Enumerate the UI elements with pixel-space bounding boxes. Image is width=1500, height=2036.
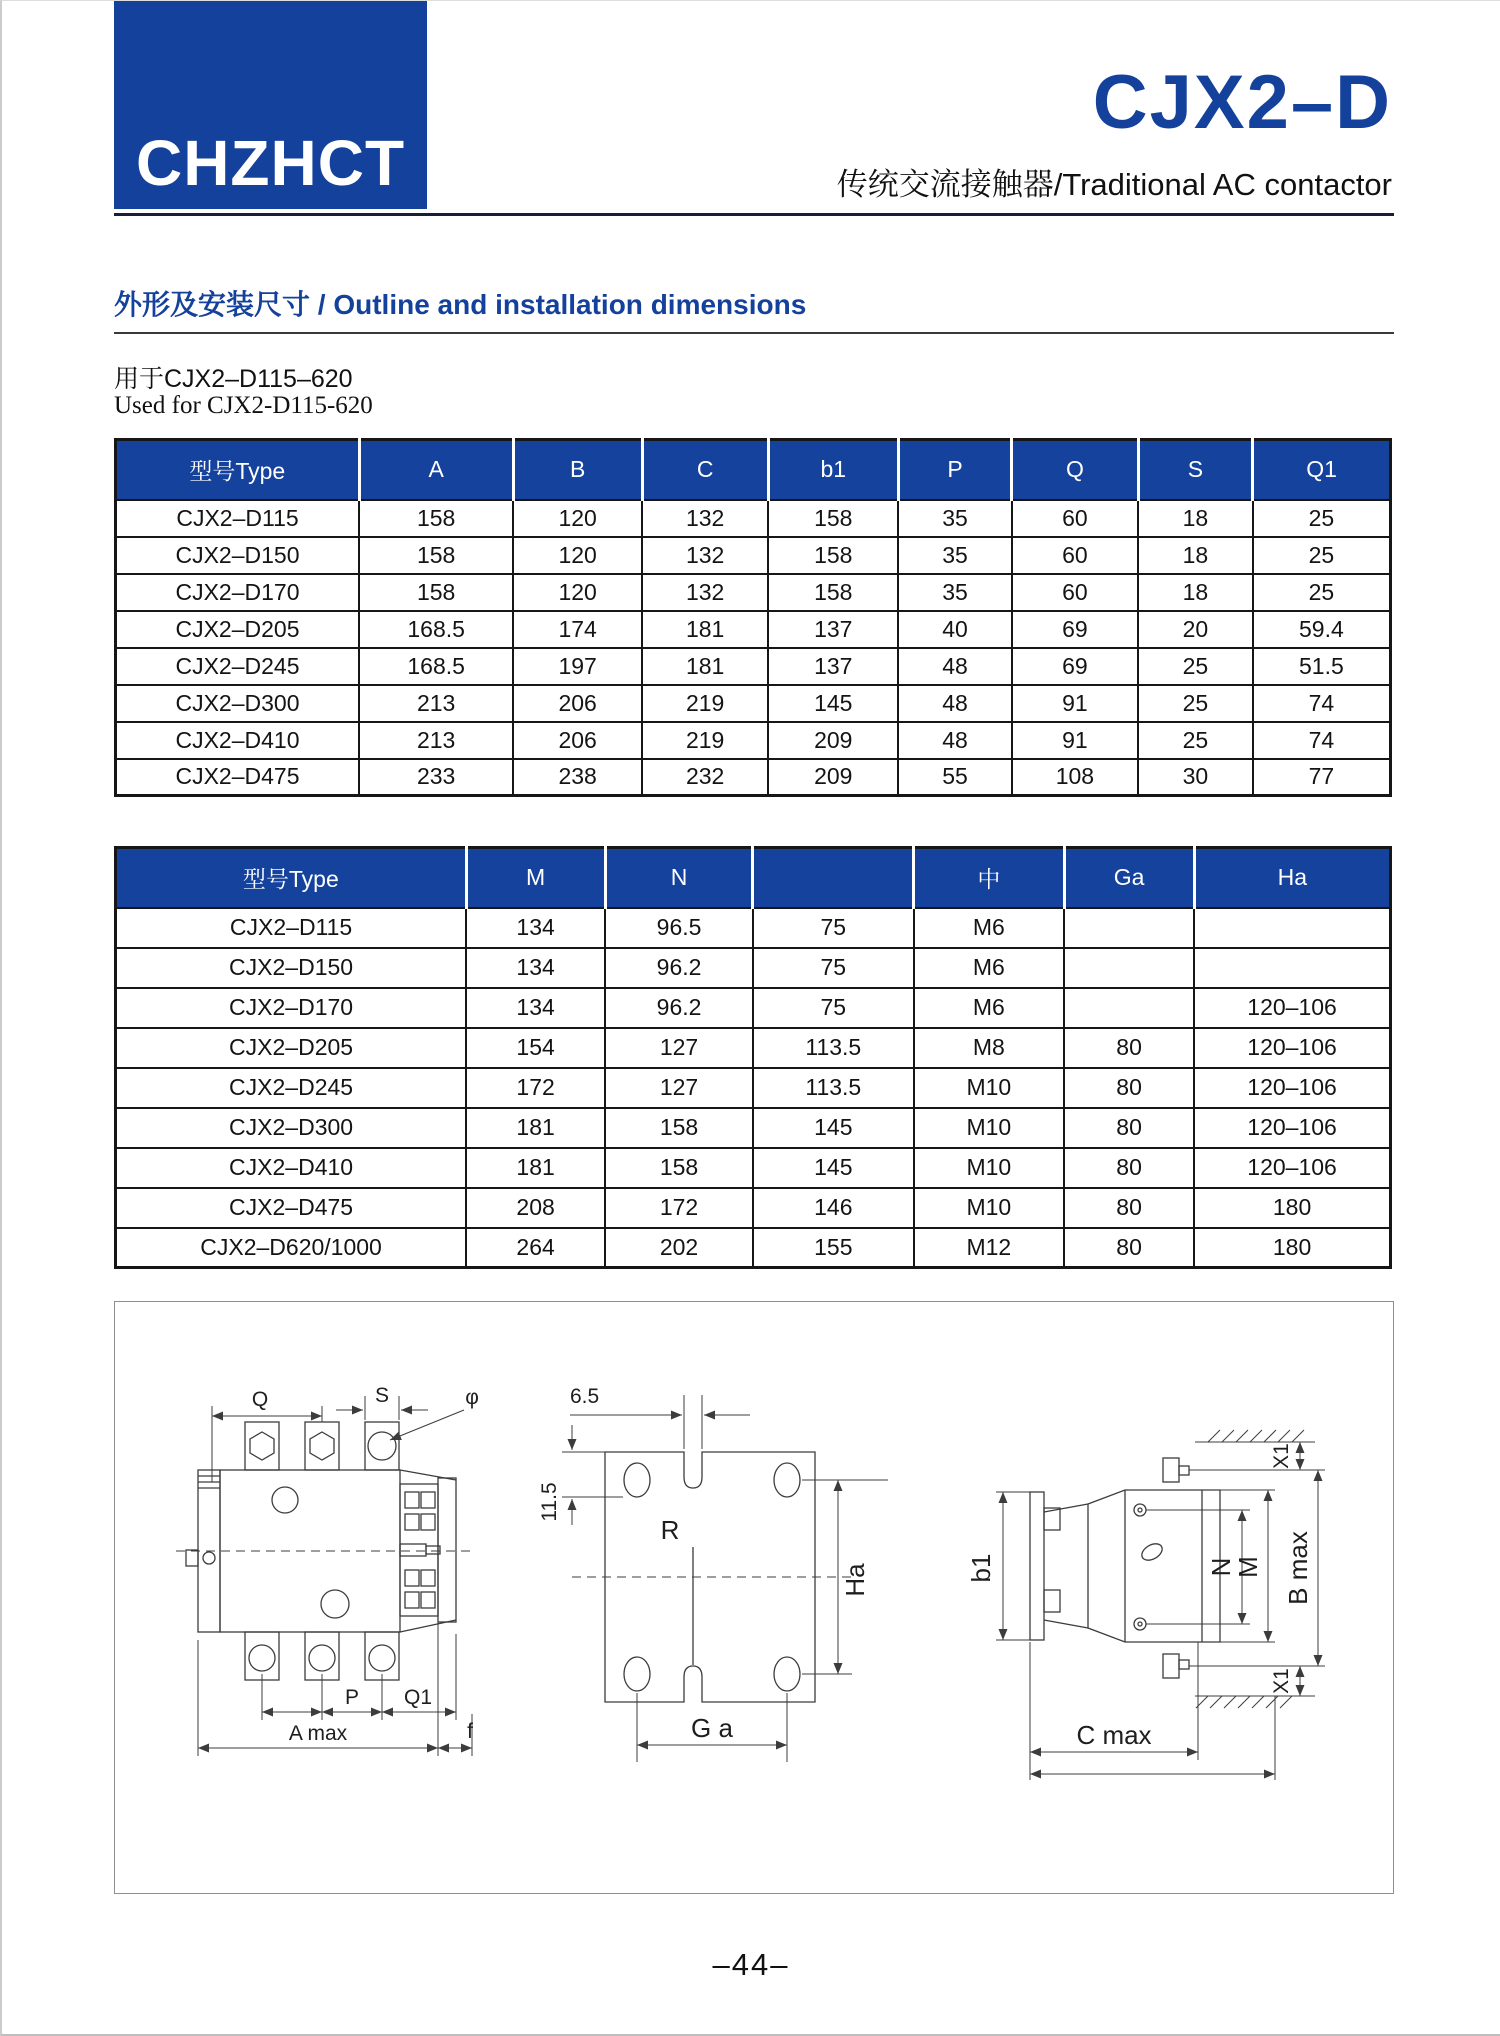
value-cell: 120–106 [1194,988,1390,1028]
column-header: A [359,440,513,500]
value-cell: 35 [898,537,1011,574]
value-cell: 213 [359,722,513,759]
value-cell: 120–106 [1194,1108,1390,1148]
value-cell: 145 [768,685,898,722]
table-row [116,722,1391,759]
value-cell: 51.5 [1253,648,1391,685]
table-row [116,759,1391,796]
column-header: Ha [1194,848,1390,908]
table-row [116,611,1391,648]
section-title: 外形及安装尺寸 / Outline and installation dimensions [114,289,807,320]
value-cell: 158 [768,537,898,574]
value-cell: 180 [1194,1188,1390,1228]
table-row [116,500,1391,537]
model-cell: CJX2–D300 [116,1108,467,1148]
dim-label-c-max: C max [1076,1720,1152,1750]
value-cell: 120–106 [1194,1028,1390,1068]
dimensions-table-1 [114,438,1392,797]
mounting-plate-labels [538,1385,870,1743]
value-cell: 80 [1064,1108,1194,1148]
value-cell [1064,988,1194,1028]
value-cell: 154 [466,1028,605,1068]
value-cell: 145 [753,1108,914,1148]
value-cell: 60 [1012,500,1138,537]
value-cell: 69 [1012,611,1138,648]
applicability-note-zh: 用于CJX2–D115–620 [114,365,353,393]
value-cell: 55 [898,759,1011,796]
value-cell [1194,948,1390,988]
value-cell: 80 [1064,1228,1194,1268]
column-header: C [642,440,768,500]
value-cell: 158 [768,500,898,537]
model-cell: CJX2–D410 [116,1148,467,1188]
value-cell: 132 [642,574,768,611]
column-header: P [898,440,1011,500]
table-row [116,1028,1391,1068]
value-cell: 74 [1253,722,1391,759]
value-cell: M6 [914,988,1064,1028]
value-cell [1064,908,1194,948]
value-cell: 181 [642,611,768,648]
value-cell: 59.4 [1253,611,1391,648]
value-cell: 219 [642,685,768,722]
front-view-drawing [150,1364,495,1784]
value-cell: 209 [768,759,898,796]
model-cell: CJX2–D410 [116,722,360,759]
value-cell: 180 [1194,1228,1390,1268]
value-cell: M10 [914,1148,1064,1188]
value-cell: 60 [1012,537,1138,574]
dim-label-phi: φ [465,1386,479,1409]
value-cell: 80 [1064,1148,1194,1188]
value-cell: 91 [1012,722,1138,759]
dim-label-ha: Ha [840,1563,870,1597]
value-cell: 25 [1138,722,1253,759]
side-view-body [1030,1458,1220,1678]
table-row [116,574,1391,611]
value-cell: 134 [466,988,605,1028]
table-row [116,1228,1391,1268]
column-header [753,848,914,908]
table-row [116,948,1391,988]
column-header: M [466,848,605,908]
column-header: 中 [914,848,1064,908]
dim-label-11-5: 11.5 [538,1482,561,1522]
value-cell: 120–106 [1194,1148,1390,1188]
value-cell [1194,908,1390,948]
value-cell: 209 [768,722,898,759]
model-cell: CJX2–D205 [116,611,360,648]
value-cell: 80 [1064,1028,1194,1068]
value-cell: 132 [642,537,768,574]
model-cell: CJX2–D245 [116,1068,467,1108]
side-view-dimension-lines [996,1442,1325,1780]
value-cell: M6 [914,908,1064,948]
model-cell: CJX2–D475 [116,1188,467,1228]
value-cell [1064,948,1194,988]
value-cell: 25 [1253,537,1391,574]
table-row [116,685,1391,722]
side-view-labels [966,1443,1313,1750]
dim-label-b1: b1 [966,1553,996,1583]
value-cell: 127 [605,1068,753,1108]
table-row [116,1068,1391,1108]
value-cell: 77 [1253,759,1391,796]
value-cell: 120 [513,500,642,537]
brand-logo [114,1,427,209]
dim-label-n: N [1206,1557,1236,1577]
value-cell: 113.5 [753,1068,914,1108]
value-cell: 18 [1138,574,1253,611]
dim-label-m: M [1233,1556,1263,1578]
dimensions-table-2 [114,846,1392,1269]
dim-label-p: P [344,1686,360,1709]
dim-label-s: S [374,1384,390,1407]
value-cell: 75 [753,908,914,948]
model-cell: CJX2–D205 [116,1028,467,1068]
value-cell: M10 [914,1108,1064,1148]
model-cell: CJX2–D475 [116,759,360,796]
value-cell: 132 [642,500,768,537]
value-cell: 145 [753,1148,914,1188]
model-cell: CJX2–D170 [116,988,467,1028]
value-cell: M10 [914,1068,1064,1108]
value-cell: 168.5 [359,611,513,648]
value-cell: 181 [642,648,768,685]
table-row [116,908,1391,948]
table-row [116,1148,1391,1188]
value-cell: 158 [359,574,513,611]
value-cell: 120–106 [1194,1068,1390,1108]
value-cell: 74 [1253,685,1391,722]
value-cell: 174 [513,611,642,648]
value-cell: M8 [914,1028,1064,1068]
value-cell: 96.2 [605,948,753,988]
value-cell: 120 [513,574,642,611]
value-cell: 80 [1064,1188,1194,1228]
value-cell: 158 [359,537,513,574]
dim-label-b-max: B max [1283,1531,1313,1605]
model-cell: CJX2–D115 [116,500,360,537]
table-row [116,988,1391,1028]
dim-label-x1-top: X1 [1270,1443,1293,1469]
value-cell: 158 [359,500,513,537]
value-cell: M12 [914,1228,1064,1268]
value-cell: 172 [605,1188,753,1228]
value-cell: 168.5 [359,648,513,685]
header-row [116,440,1391,500]
value-cell: 206 [513,722,642,759]
value-cell: 146 [753,1188,914,1228]
value-cell: 18 [1138,500,1253,537]
value-cell: 158 [605,1148,753,1188]
value-cell: 213 [359,685,513,722]
column-header: B [513,440,642,500]
value-cell: 75 [753,988,914,1028]
brand-logo-text: CHZHCT [135,127,406,199]
column-header: N [605,848,753,908]
value-cell: 155 [753,1228,914,1268]
column-header: 型号Type [116,848,467,908]
value-cell: 137 [768,611,898,648]
dim-label-q1: Q1 [403,1686,433,1709]
value-cell: 96.5 [605,908,753,948]
table-row [116,1108,1391,1148]
mounting-plate-drawing [520,1337,900,1782]
header-divider [114,213,1394,216]
dim-label-ga: G a [691,1713,733,1743]
model-cell: CJX2–D300 [116,685,360,722]
column-header: S [1138,440,1253,500]
value-cell: 233 [359,759,513,796]
value-cell: 48 [898,722,1011,759]
value-cell: 75 [753,948,914,988]
value-cell: 40 [898,611,1011,648]
value-cell: 20 [1138,611,1253,648]
value-cell: 134 [466,948,605,988]
column-header: Ga [1064,848,1194,908]
value-cell: 60 [1012,574,1138,611]
value-cell: 108 [1012,759,1138,796]
value-cell: 25 [1138,685,1253,722]
value-cell: 172 [466,1068,605,1108]
dim-label-q: Q [251,1388,269,1411]
column-header: b1 [768,440,898,500]
table-row [116,1188,1391,1228]
column-header: Q [1012,440,1138,500]
value-cell: 69 [1012,648,1138,685]
value-cell: M6 [914,948,1064,988]
value-cell: 202 [605,1228,753,1268]
value-cell: 197 [513,648,642,685]
value-cell: 238 [513,759,642,796]
value-cell: 206 [513,685,642,722]
value-cell: 127 [605,1028,753,1068]
value-cell: 80 [1064,1068,1194,1108]
model-cell: CJX2–D170 [116,574,360,611]
value-cell: 113.5 [753,1028,914,1068]
value-cell: 25 [1253,500,1391,537]
value-cell: 137 [768,648,898,685]
dim-label-f: f [467,1720,473,1743]
value-cell: 25 [1138,648,1253,685]
value-cell: 91 [1012,685,1138,722]
model-cell: CJX2–D620/1000 [116,1228,467,1268]
dim-label-a-max: A max [288,1722,348,1745]
section-divider [114,332,1394,334]
column-header: Q1 [1253,440,1391,500]
column-header: 型号Type [116,440,360,500]
value-cell: 48 [898,685,1011,722]
model-cell: CJX2–D245 [116,648,360,685]
dim-label-x1-bottom: X1 [1270,1668,1293,1694]
model-cell: CJX2–D150 [116,948,467,988]
value-cell: 134 [466,908,605,948]
table-row [116,537,1391,574]
value-cell: 96.2 [605,988,753,1028]
value-cell: 120 [513,537,642,574]
value-cell: 232 [642,759,768,796]
product-subtitle: 传统交流接触器/Traditional AC contactor [836,167,1392,202]
value-cell: 48 [898,648,1011,685]
model-cell: CJX2–D150 [116,537,360,574]
side-view-drawing [966,1420,1370,1790]
value-cell: M10 [914,1188,1064,1228]
value-cell: 30 [1138,759,1253,796]
value-cell: 18 [1138,537,1253,574]
value-cell: 158 [768,574,898,611]
value-cell: 35 [898,500,1011,537]
header-row [116,848,1391,908]
value-cell: 219 [642,722,768,759]
dim-label-r: R [660,1515,680,1545]
applicability-note-en: Used for CJX2-D115-620 [114,392,373,419]
value-cell: 181 [466,1148,605,1188]
page-number: –44– [712,1947,790,1982]
product-title: CJX2–D [1092,60,1392,145]
table-row [116,648,1391,685]
value-cell: 264 [466,1228,605,1268]
value-cell: 181 [466,1108,605,1148]
value-cell: 35 [898,574,1011,611]
model-cell: CJX2–D115 [116,908,467,948]
value-cell: 25 [1253,574,1391,611]
dim-label-6-5: 6.5 [570,1385,600,1408]
value-cell: 208 [466,1188,605,1228]
value-cell: 158 [605,1108,753,1148]
drawings-panel [114,1301,1394,1894]
